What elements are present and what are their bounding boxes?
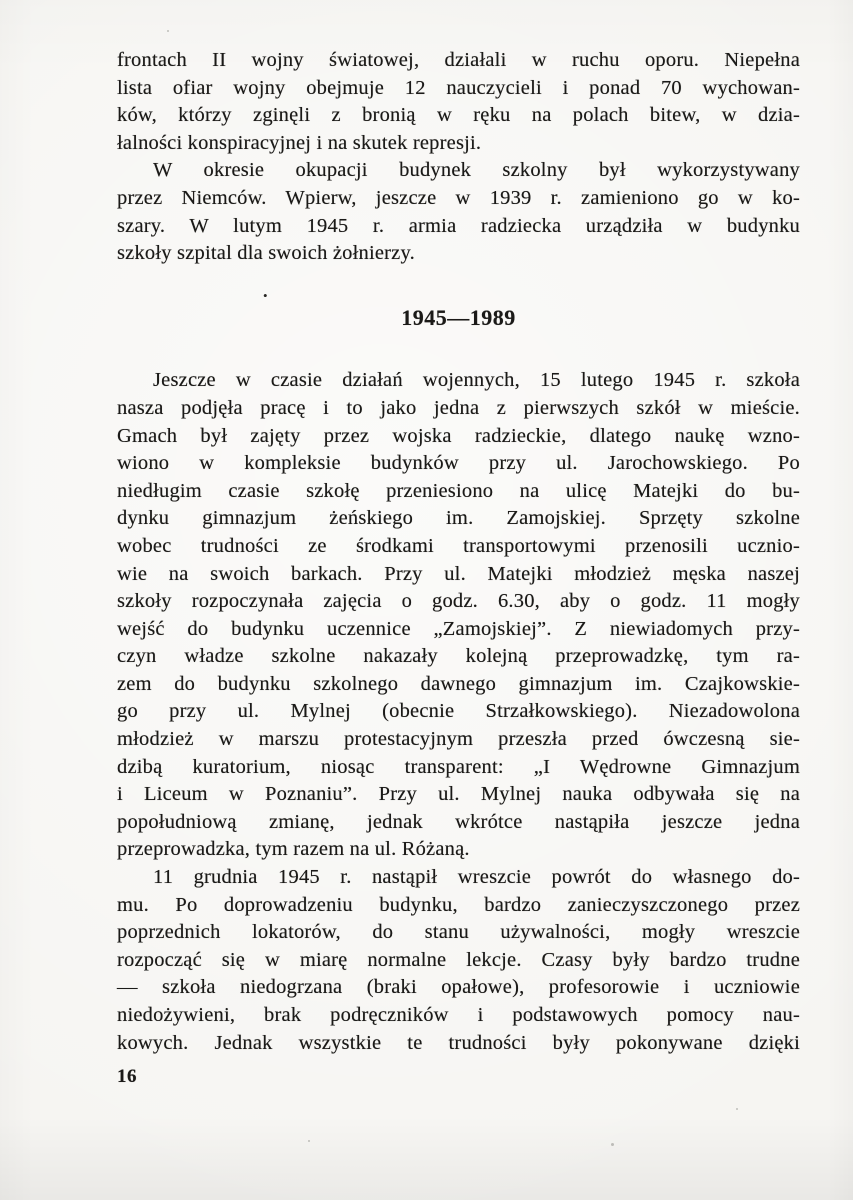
paragraphs-before-heading [117,47,800,268]
text-line: frontach II wojny światowej, działali w ruchu oporu. Niepełna [117,49,800,71]
text-line: łalności konspiracyjnej i na skutek represji. [117,131,482,154]
text-line: nasza podjęła pracę i to jako jedna z pierwszych szkół w mieście. [117,396,800,419]
text-line: Jeszcze w czasie działań wojennych, 15 lutego 1945 r. szkoła [153,369,800,392]
text-line: przeprowadzka, tym razem na ul. Różaną. [117,838,470,861]
text-line: dynku gimnazjum żeńskiego im. Zamojskiej. Sprzęty szkolne [117,507,800,530]
text-line: szary. W lutym 1945 r. armia radziecka urządziła w budynku [117,214,800,237]
text-line: — szkoła niedogrzana (braki opałowe), profesorowie i uczniowie [117,976,800,999]
text-line: lista ofiar wojny obejmuje 12 nauczycieli i ponad 70 wychowan- [117,76,800,99]
text-line: wiono w kompleksie budynków przy ul. Jarochowskiego. Po [117,452,800,475]
text-line: zem do budynku szkolnego dawnego gimnazjum im. Czajkowskie- [117,672,800,695]
text-line: szkoły rozpoczynała zajęcia o godz. 6.30, aby o godz. 11 mogły [117,590,800,613]
paragraph [117,864,800,1057]
paper-speck [167,30,169,32]
text-line: czyn władze szkolne nakazały kolejną przeprowadzkę, tym ra- [117,645,800,668]
text-line: popołudniową zmianę, jednak wkrótce nastąpiła jeszcze jedna [117,810,800,833]
paragraph [117,367,800,864]
text-line: dzibą kuratorium, niosąc transparent: „I Wędrowne Gimnazjum [117,755,800,778]
paragraphs-after-heading [117,367,800,1057]
text-line: wejść do budynku uczennice „Zamojskiej”. Z niewiadomych przy- [117,617,800,640]
text-line: W okresie okupacji budynek szkolny był wykorzystywany [153,159,800,182]
text-line: niedługim czasie szkołę przeniesiono na ulicę Matejki do bu- [117,479,800,502]
text-line: Gmach był zajęty przez wojska radzieckie, dlatego naukę wzno- [117,424,800,447]
text-line: mu. Po doprowadzeniu budynku, bardzo zanieczyszczonego przez [117,893,800,916]
text-line: poprzednich lokatorów, do stanu używalności, mogły wreszcie [117,921,800,944]
section-heading: 1945—1989 [401,304,516,330]
page-number: 16 [117,1066,137,1087]
text-line: ków, którzy zginęli z bronią w ręku na polach bitew, w dzia- [117,104,800,127]
text-line: niedożywieni, brak podręczników i podstawowych pomocy nau- [117,1004,800,1026]
text-line: wobec trudności ze środkami transportowymi przenosili ucznio- [117,534,800,557]
text-line: kowych. Jednak wszystkie te trudności były pokonywane dzięki [117,1031,800,1054]
text-line: wie na swoich barkach. Przy ul. Matejki młodzież męska naszej [117,562,800,585]
paragraph [117,157,800,267]
paragraph [117,47,800,157]
text-line: rozpocząć się w miarę normalne lekcje. Czasy były bardzo trudne [117,948,800,971]
text-line: 11 grudnia 1945 r. nastąpił wreszcie powrót do własnego do- [153,866,800,889]
paper-speck [611,1143,614,1146]
ink-speck-mark: • [263,288,268,303]
text-line: i Liceum w Poznaniu”. Przy ul. Mylnej nauka odbywała się na [117,783,800,806]
paper-speck [308,1140,310,1142]
text-block [117,47,800,1057]
paper-speck [736,1108,738,1110]
text-line: przez Niemców. Wpierw, jeszcze w 1939 r. zamieniono go w ko- [117,186,800,209]
text-line: młodzież w marszu protestacyjnym przeszła przed ówczesną sie- [117,728,800,751]
text-line: go przy ul. Mylnej (obecnie Strzałkowskiego). Niezadowolona [117,700,800,723]
text-line: szkoły szpital dla swoich żołnierzy. [117,242,415,265]
